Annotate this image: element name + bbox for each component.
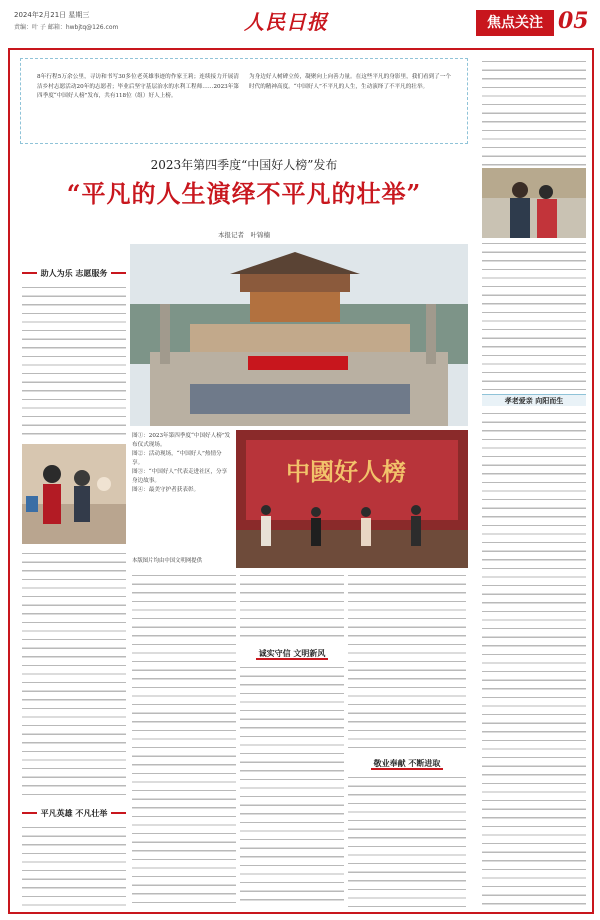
photo-credit: 本版图片均由中国文明网提供	[132, 558, 203, 564]
issue-date: 2024年2月21日 星期三	[14, 11, 90, 19]
article-byline: 本报记者 叶锦楠	[218, 231, 270, 239]
subhead-filial: 孝老爱亲 向阳而生	[482, 394, 586, 406]
subhead-volunteer: 助人为乐 志愿服务	[22, 266, 126, 280]
mid-column-text-3a	[348, 572, 466, 752]
mid-column-text-3b	[348, 774, 466, 908]
subhead-heroes: 平凡英雄 不凡壮举	[22, 806, 126, 820]
left-column-text-2	[22, 550, 126, 800]
right-column-text-1	[482, 58, 586, 166]
mid-column-text-1	[132, 572, 236, 908]
photo-captions: 图①：2023年第四季度“中国好人榜”发布仪式现场。 图②：活动现场，“中国好人”热情分享。 图③：“中国好人”代表走进社区，分享身边故事。 图④：最美守护者获表彰。	[132, 433, 231, 493]
page-number: 05	[558, 8, 589, 34]
left-column-text-3	[22, 824, 126, 908]
mid-column-text-2a	[240, 572, 344, 642]
subhead-integrity: 诚实守信 文明新风	[240, 646, 344, 660]
intro-right: 为身边好人树碑立传，凝聚向上向善力量。在这些平凡的身影里，我们看到了一个时代的精神高度。“中国好人”不平凡的人生，生动演绎了不平凡的壮举。	[249, 74, 451, 90]
article-headline: “平凡的人生演绎不平凡的壮举”	[66, 179, 422, 208]
subhead-dedication: 敬业奉献 不断进取	[348, 756, 466, 770]
newspaper-logo: 人民日报	[244, 10, 328, 34]
photo-stage	[236, 430, 468, 568]
left-column-text-1	[22, 284, 126, 439]
article-supertitle: 2023年第四季度“中国好人榜”发布	[150, 158, 338, 172]
masthead	[6, 4, 594, 44]
right-column-text-2	[482, 240, 586, 390]
photo-elder-woman	[22, 444, 126, 544]
right-column-text-3	[482, 410, 586, 908]
photo-ceremony-venue	[130, 244, 468, 426]
photo-couple	[482, 168, 586, 238]
section-label: 焦点关注	[476, 10, 554, 36]
mid-column-text-2b	[240, 664, 344, 908]
intro-box	[20, 58, 468, 144]
editor-line: 责编：叶 子 邮箱：hwbjtq@126.com	[14, 24, 119, 31]
intro-left: 8年行程5万余公里，寻访和书写30多位老英雄事迹的作家王莉；连续接力开展清洁乡村志愿活动20年的志愿者；毕业后坚守基层治水的水利工程师……2023年第四季度“中国好人榜”发布，共有118位（组）好人上榜。	[37, 74, 239, 99]
stage-banner-text: 中國好人榜	[286, 457, 406, 486]
